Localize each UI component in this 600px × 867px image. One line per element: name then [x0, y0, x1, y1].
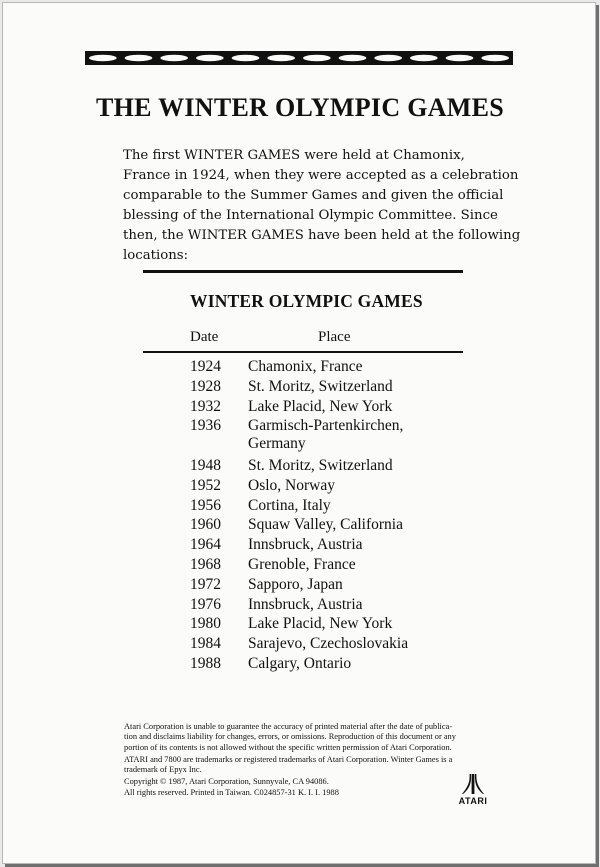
table-row [0, 457, 600, 477]
row-place [248, 358, 363, 376]
table-header-rule [143, 351, 463, 353]
border-link [410, 55, 438, 61]
table-row [0, 378, 600, 398]
table-top-rule [143, 270, 463, 273]
row-place [248, 516, 403, 534]
border-link [89, 55, 117, 61]
table-row [0, 477, 600, 497]
table-row [0, 576, 600, 596]
table-row [0, 596, 600, 616]
row-place-text: Sapporo, Japan [248, 575, 343, 593]
row-place [248, 457, 393, 475]
row-place [248, 497, 331, 515]
decorative-border-bar [85, 49, 513, 67]
intro-line: then, the WINTER GAMES have been held at the following [123, 228, 521, 243]
row-place-text: Innsbruck, Austria [248, 595, 363, 613]
row-date: 1964 [190, 536, 221, 554]
row-date: 1960 [190, 516, 221, 534]
copyright-text [124, 777, 504, 798]
row-place [248, 536, 363, 554]
table-row [0, 536, 600, 556]
row-place-text: Grenoble, France [248, 555, 356, 573]
row-date: 1972 [190, 575, 221, 593]
row-place-text: Cortina, Italy [248, 496, 331, 514]
table-row [0, 635, 600, 655]
footer-line: Copyright © 1987, Atari Corporation, Sunnyvale, CA 94086. [124, 777, 329, 787]
intro-line: comparable to the Summer Games and given the official [123, 188, 504, 203]
intro-line: France in 1924, when they were accepted as a celebration [123, 168, 519, 183]
row-date: 1988 [190, 654, 221, 672]
table-title: WINTER OLYMPIC GAMES [190, 291, 423, 311]
row-date: 1968 [190, 555, 221, 573]
intro-line: locations: [123, 248, 189, 263]
page-title: THE WINTER OLYMPIC GAMES [95, 93, 505, 122]
border-link [446, 55, 474, 61]
row-place-text: Innsbruck, Austria [248, 536, 363, 554]
row-date: 1936 [190, 417, 221, 435]
row-place [248, 417, 403, 453]
table-row [0, 358, 600, 378]
row-place-text: St. Moritz, Switzerland [248, 377, 393, 395]
border-link [196, 55, 224, 61]
table-row [0, 655, 600, 675]
row-place-text: Squaw Valley, California [248, 516, 403, 534]
intro-line: blessing of the International Olympic Committee. Since [123, 208, 498, 223]
row-place-text: Calgary, Ontario [248, 654, 352, 672]
row-place [248, 655, 351, 673]
atari-fuji-icon [462, 774, 484, 794]
table-row [0, 497, 600, 517]
border-link [339, 55, 367, 61]
border-link [160, 55, 188, 61]
row-place-text: Lake Placid, New York [248, 615, 393, 633]
border-link [481, 55, 509, 61]
column-header-place: Place [318, 329, 351, 345]
footer-line: ATARI and 7800 are trademarks or registered trademarks of Atari Corporation. Winter Games is a [124, 754, 453, 764]
footer-line: All rights reserved. Printed in Taiwan. C024857-31 K. I. I. 1988 [124, 787, 339, 797]
row-date: 1956 [190, 496, 221, 514]
intro-paragraph [123, 146, 523, 266]
column-header-date: Date [190, 329, 219, 345]
row-place [248, 615, 392, 633]
row-date: 1932 [190, 397, 221, 415]
row-date: 1928 [190, 377, 221, 395]
row-place [248, 556, 356, 574]
footer-line: trademark of Epyx Inc. [124, 765, 202, 775]
trademark-text [124, 755, 504, 776]
row-date: 1984 [190, 635, 221, 653]
border-link [125, 55, 153, 61]
table-row [0, 516, 600, 536]
table-row [0, 398, 600, 418]
games-table-body [0, 358, 600, 675]
footer-line: portion of its contents is not allowed without the specific written permission of Atari Corporation. [124, 742, 452, 752]
row-place-text: Oslo, Norway [248, 476, 335, 494]
intro-line: The first WINTER GAMES were held at Chamonix, [123, 148, 465, 163]
row-place-text: Chamonix, France [248, 358, 363, 375]
row-place-text: St. Moritz, Switzerland [248, 456, 393, 474]
atari-wordmark: ATARI [458, 796, 488, 806]
row-date: 1952 [190, 476, 221, 494]
row-place-continued: Germany [248, 435, 306, 453]
atari-logo [453, 774, 493, 806]
row-place-text: Lake Placid, New York [248, 397, 393, 415]
row-place-text: Garmisch-Partenkirchen, [248, 417, 404, 435]
row-place [248, 477, 335, 495]
border-link [232, 55, 260, 61]
row-place-text: Sarajevo, Czechoslovakia [248, 635, 409, 653]
disclaimer-text [124, 722, 504, 753]
legal-footer [124, 722, 504, 800]
row-date: 1980 [190, 615, 221, 633]
border-link [267, 55, 295, 61]
row-date: 1924 [190, 358, 221, 375]
table-row [0, 615, 600, 635]
border-link [374, 55, 402, 61]
border-link [303, 55, 331, 61]
row-date: 1976 [190, 595, 221, 613]
footer-line: tion and disclaims liability for changes, errors, or omissions. Reproduction of this document or any [124, 732, 456, 742]
footer-line: Atari Corporation is unable to guarantee the accuracy of printed material after the date of publica- [124, 722, 453, 731]
table-row [0, 556, 600, 576]
row-place [248, 596, 363, 614]
row-place [248, 576, 343, 594]
row-place [248, 398, 392, 416]
table-row [0, 417, 600, 457]
row-place [248, 635, 408, 653]
row-place [248, 378, 393, 396]
row-date: 1948 [190, 456, 221, 474]
